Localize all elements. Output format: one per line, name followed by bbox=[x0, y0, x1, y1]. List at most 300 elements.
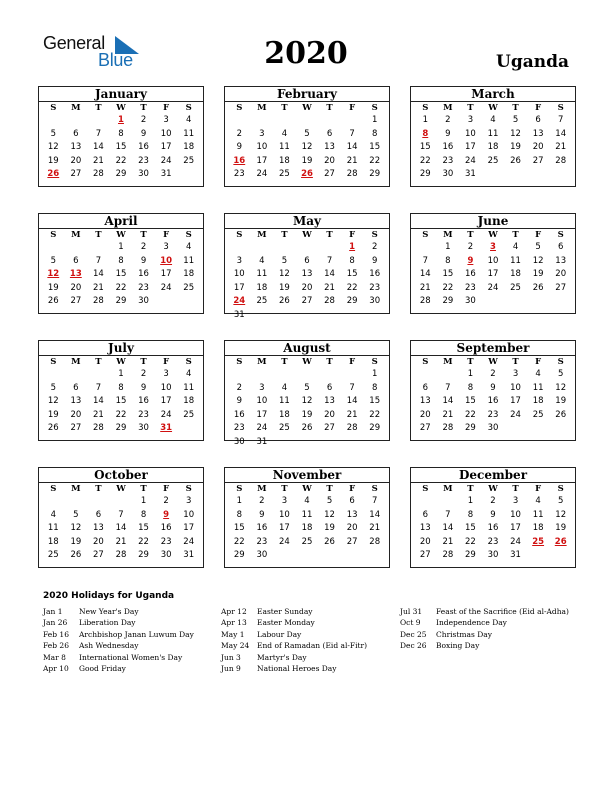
day-cell: 9 bbox=[236, 142, 242, 152]
day-cell: 10 bbox=[487, 255, 499, 266]
day-cell bbox=[65, 114, 88, 128]
day-cell: 22 bbox=[465, 536, 476, 547]
day-cell: 16 bbox=[442, 142, 454, 152]
holiday-date: Jan 1 bbox=[43, 607, 63, 616]
day-cell bbox=[296, 241, 319, 255]
day-cell bbox=[341, 368, 364, 382]
holiday-day: 16 bbox=[233, 155, 246, 166]
day-cell: 23 bbox=[465, 282, 476, 293]
holiday-name: Labour Day bbox=[257, 629, 302, 639]
weekday-label: S bbox=[557, 484, 564, 494]
day-cell: 14 bbox=[346, 396, 358, 406]
day-cell: 18 bbox=[183, 269, 195, 279]
day-cell bbox=[296, 549, 319, 563]
day-cell: 2 bbox=[445, 115, 451, 125]
day-cell bbox=[482, 295, 505, 309]
day-cell: 9 bbox=[490, 382, 496, 393]
day-cell: 7 bbox=[557, 115, 564, 125]
day-cell: 6 bbox=[557, 242, 564, 252]
day-cell: 24 bbox=[465, 155, 476, 166]
day-cell bbox=[437, 368, 460, 382]
month-may bbox=[224, 213, 390, 320]
day-cell bbox=[110, 495, 133, 509]
day-cell: 27 bbox=[70, 169, 82, 179]
day-cell: 27 bbox=[301, 296, 313, 306]
weekday-label: S bbox=[236, 357, 243, 367]
holidays-title: 2020 Holidays for Uganda bbox=[43, 591, 175, 601]
day-cell: 9 bbox=[140, 382, 147, 393]
day-cell bbox=[296, 436, 319, 450]
day-cell: 12 bbox=[279, 269, 290, 279]
weekday-header bbox=[414, 229, 572, 241]
day-cell bbox=[437, 495, 460, 509]
day-cell: 21 bbox=[93, 282, 104, 293]
week-row bbox=[414, 536, 572, 550]
day-cell: 28 bbox=[555, 155, 567, 166]
day-cell: 3 bbox=[163, 242, 169, 252]
day-cell: 25 bbox=[256, 296, 268, 306]
day-cell: 1 bbox=[140, 496, 147, 506]
day-cell: 13 bbox=[419, 523, 431, 533]
weekday-label: T bbox=[281, 103, 288, 113]
day-cell: 2 bbox=[467, 242, 474, 252]
day-cell bbox=[549, 422, 572, 436]
day-cell: 8 bbox=[467, 382, 474, 393]
day-cell: 4 bbox=[259, 255, 265, 266]
week-row bbox=[42, 255, 200, 269]
day-cell bbox=[251, 241, 274, 255]
day-cell: 10 bbox=[160, 128, 172, 139]
day-cell: 13 bbox=[324, 396, 335, 406]
weekday-label: T bbox=[512, 484, 519, 494]
day-cell: 7 bbox=[445, 509, 451, 520]
day-cell: 26 bbox=[510, 155, 521, 166]
day-cell: 16 bbox=[233, 409, 245, 420]
day-cell: 17 bbox=[256, 409, 268, 420]
day-cell: 16 bbox=[487, 523, 499, 533]
holiday-name: Liberation Day bbox=[79, 618, 136, 628]
day-cell: 18 bbox=[183, 396, 195, 406]
day-cell: 1 bbox=[118, 369, 124, 379]
day-cell: 23 bbox=[487, 536, 499, 547]
holiday-item bbox=[221, 663, 367, 674]
weekday-label: S bbox=[185, 103, 192, 113]
day-cell: 15 bbox=[115, 142, 127, 152]
day-cell: 12 bbox=[70, 523, 82, 533]
day-cell: 18 bbox=[487, 142, 499, 152]
day-cell: 17 bbox=[510, 396, 521, 406]
day-cell: 25 bbox=[487, 155, 499, 166]
weekday-label: M bbox=[443, 357, 453, 367]
logo-text-general: General bbox=[43, 33, 105, 53]
day-cell: 27 bbox=[346, 536, 358, 547]
day-cell: 21 bbox=[442, 409, 454, 420]
month-december bbox=[410, 467, 576, 568]
holiday-item bbox=[43, 606, 194, 617]
day-cell: 20 bbox=[70, 409, 82, 420]
day-cell: 31 bbox=[160, 169, 172, 179]
day-cell: 8 bbox=[349, 255, 355, 266]
day-cell bbox=[318, 368, 341, 382]
weekday-label: S bbox=[422, 103, 429, 113]
day-cell bbox=[504, 422, 527, 436]
weekday-label: T bbox=[140, 357, 147, 367]
day-cell bbox=[251, 114, 274, 128]
day-cell: 27 bbox=[70, 423, 82, 433]
weekday-label: W bbox=[116, 484, 126, 494]
day-cell: 3 bbox=[185, 496, 192, 506]
day-cell: 6 bbox=[73, 128, 79, 139]
weekday-header bbox=[228, 483, 386, 495]
weekday-label: M bbox=[257, 357, 267, 367]
day-cell bbox=[87, 241, 110, 255]
day-cell: 31 bbox=[510, 550, 521, 560]
day-cell: 24 bbox=[510, 536, 521, 547]
day-cell: 3 bbox=[281, 496, 288, 506]
day-cell: 21 bbox=[369, 523, 381, 533]
month-august bbox=[224, 340, 390, 447]
day-cell: 31 bbox=[256, 436, 268, 447]
day-cell: 12 bbox=[555, 509, 567, 520]
day-cell: 23 bbox=[138, 282, 149, 293]
day-cell: 21 bbox=[419, 282, 431, 293]
day-cell: 15 bbox=[465, 523, 476, 533]
weekday-label: F bbox=[349, 357, 356, 367]
day-cell: 23 bbox=[487, 409, 499, 420]
week-row bbox=[228, 141, 386, 155]
day-cell bbox=[527, 295, 550, 309]
weekday-label: W bbox=[488, 230, 498, 240]
day-cell: 13 bbox=[301, 269, 313, 279]
day-cell: 7 bbox=[118, 509, 124, 520]
day-cell: 5 bbox=[50, 128, 56, 139]
weekday-label: T bbox=[95, 230, 102, 240]
week-row bbox=[414, 295, 572, 309]
day-cell: 21 bbox=[93, 409, 104, 420]
day-cell: 18 bbox=[510, 269, 521, 279]
weekday-label: S bbox=[371, 484, 378, 494]
day-cell: 13 bbox=[93, 523, 104, 533]
week-row bbox=[228, 114, 386, 128]
day-cell: 28 bbox=[419, 296, 431, 306]
day-cell: 18 bbox=[532, 396, 544, 406]
week-row bbox=[228, 255, 386, 269]
day-cell: 29 bbox=[115, 169, 127, 179]
week-row bbox=[42, 422, 200, 436]
day-cell: 1 bbox=[467, 369, 474, 379]
month-name: May bbox=[225, 214, 389, 229]
day-cell: 7 bbox=[422, 255, 428, 266]
weekday-header bbox=[42, 229, 200, 241]
week-row bbox=[228, 395, 386, 409]
week-row bbox=[42, 382, 200, 396]
day-cell: 9 bbox=[259, 509, 265, 520]
day-cell bbox=[549, 295, 572, 309]
day-cell: 7 bbox=[371, 496, 378, 506]
day-cell bbox=[273, 241, 296, 255]
day-cell: 24 bbox=[510, 409, 521, 420]
weekday-label: S bbox=[422, 230, 429, 240]
day-cell: 20 bbox=[532, 142, 544, 152]
day-cell bbox=[363, 549, 386, 563]
weekday-label: T bbox=[95, 484, 102, 494]
day-cell bbox=[251, 368, 274, 382]
holiday-item bbox=[221, 606, 367, 617]
day-cell bbox=[318, 309, 341, 323]
day-cell: 29 bbox=[115, 296, 127, 306]
day-cell: 30 bbox=[465, 296, 476, 306]
day-cell: 19 bbox=[47, 155, 59, 166]
week-row bbox=[228, 536, 386, 550]
weekday-label: S bbox=[557, 357, 564, 367]
weekday-label: M bbox=[257, 230, 267, 240]
day-cell: 15 bbox=[442, 269, 454, 279]
day-cell: 10 bbox=[160, 382, 172, 393]
day-cell: 4 bbox=[304, 496, 310, 506]
weekday-label: T bbox=[467, 357, 474, 367]
holiday-name: Martyr's Day bbox=[257, 652, 307, 662]
holiday-name: International Women's Day bbox=[79, 652, 183, 662]
day-cell: 10 bbox=[256, 142, 268, 152]
day-cell bbox=[318, 549, 341, 563]
day-cell: 27 bbox=[93, 550, 104, 560]
weekday-label: S bbox=[422, 484, 429, 494]
holiday-date: Apr 12 bbox=[221, 607, 247, 616]
day-cell: 13 bbox=[532, 128, 544, 139]
weekday-label: F bbox=[163, 484, 170, 494]
day-cell: 30 bbox=[487, 550, 499, 560]
week-row bbox=[414, 114, 572, 128]
day-cell: 23 bbox=[138, 155, 149, 166]
weekday-header bbox=[228, 229, 386, 241]
weekday-header bbox=[414, 356, 572, 368]
week-row bbox=[414, 368, 572, 382]
day-cell bbox=[177, 422, 200, 436]
day-cell: 5 bbox=[557, 369, 564, 379]
weekday-label: W bbox=[116, 103, 126, 113]
holiday-day: 26 bbox=[554, 536, 567, 547]
day-cell: 3 bbox=[236, 255, 242, 266]
day-cell: 15 bbox=[369, 396, 381, 406]
holiday-date: Jan 26 bbox=[43, 618, 68, 628]
holiday-date: Jul 31 bbox=[400, 607, 423, 616]
day-cell: 26 bbox=[532, 282, 544, 293]
day-cell: 27 bbox=[419, 423, 431, 433]
day-cell: 7 bbox=[95, 128, 102, 139]
day-cell: 20 bbox=[93, 536, 104, 547]
holiday-item bbox=[221, 617, 367, 628]
weekday-label: T bbox=[467, 230, 474, 240]
week-row bbox=[228, 509, 386, 523]
month-name: September bbox=[411, 341, 575, 356]
day-cell: 6 bbox=[349, 496, 355, 506]
week-row bbox=[228, 382, 386, 396]
day-cell: 28 bbox=[442, 423, 454, 433]
weekday-header bbox=[42, 102, 200, 114]
day-cell: 25 bbox=[510, 282, 521, 293]
day-cell: 2 bbox=[140, 369, 147, 379]
day-cell: 10 bbox=[233, 269, 245, 279]
week-row bbox=[42, 141, 200, 155]
holiday-name: Archbishop Janan Luwum Day bbox=[79, 629, 194, 639]
day-cell: 21 bbox=[346, 409, 358, 420]
day-cell: 29 bbox=[138, 550, 149, 560]
day-cell: 14 bbox=[555, 128, 567, 139]
day-cell: 22 bbox=[233, 536, 245, 547]
week-row bbox=[42, 522, 200, 536]
day-cell: 30 bbox=[256, 550, 268, 560]
holiday-date: Apr 13 bbox=[221, 618, 247, 628]
day-cell: 17 bbox=[233, 282, 245, 293]
day-cell: 17 bbox=[160, 142, 172, 152]
holiday-day: 12 bbox=[47, 269, 60, 279]
week-row bbox=[414, 495, 572, 509]
holiday-item bbox=[43, 663, 194, 674]
day-cell: 8 bbox=[371, 382, 378, 393]
weekday-label: F bbox=[535, 484, 542, 494]
holiday-name: Christmas Day bbox=[436, 629, 492, 639]
day-cell: 17 bbox=[160, 269, 172, 279]
weekday-label: T bbox=[140, 230, 147, 240]
day-cell bbox=[414, 368, 437, 382]
day-cell: 12 bbox=[324, 509, 335, 520]
weekday-label: M bbox=[443, 484, 453, 494]
day-cell bbox=[318, 241, 341, 255]
day-cell: 29 bbox=[233, 550, 245, 560]
day-cell bbox=[341, 114, 364, 128]
weekday-label: S bbox=[557, 230, 564, 240]
day-cell: 13 bbox=[324, 142, 335, 152]
day-cell: 28 bbox=[442, 550, 454, 560]
day-cell: 10 bbox=[510, 509, 521, 520]
day-cell bbox=[318, 114, 341, 128]
day-cell: 17 bbox=[487, 269, 499, 279]
day-cell: 11 bbox=[510, 255, 521, 266]
holiday-date: May 1 bbox=[221, 629, 245, 639]
day-cell: 19 bbox=[279, 282, 290, 293]
day-cell bbox=[527, 549, 550, 563]
day-cell: 3 bbox=[512, 496, 519, 506]
day-cell: 3 bbox=[467, 115, 474, 125]
day-cell: 28 bbox=[93, 169, 104, 179]
day-cell bbox=[42, 241, 65, 255]
day-cell: 19 bbox=[47, 282, 59, 293]
day-cell: 6 bbox=[422, 382, 428, 393]
day-cell: 29 bbox=[419, 169, 431, 179]
day-cell: 22 bbox=[138, 536, 149, 547]
weekday-label: F bbox=[349, 484, 356, 494]
holiday-item bbox=[400, 606, 569, 617]
day-cell: 12 bbox=[301, 396, 313, 406]
day-cell: 9 bbox=[140, 255, 147, 266]
day-cell: 9 bbox=[371, 255, 378, 266]
week-row bbox=[42, 128, 200, 142]
weekday-label: F bbox=[163, 230, 170, 240]
day-cell bbox=[527, 168, 550, 182]
day-cell: 28 bbox=[346, 423, 358, 433]
holiday-column-3 bbox=[400, 606, 569, 652]
week-row bbox=[414, 549, 572, 563]
week-row bbox=[228, 549, 386, 563]
week-row bbox=[228, 168, 386, 182]
day-cell: 7 bbox=[326, 255, 333, 266]
day-cell: 4 bbox=[535, 496, 541, 506]
day-cell: 19 bbox=[555, 523, 567, 533]
day-cell: 30 bbox=[138, 423, 149, 433]
day-cell: 23 bbox=[442, 155, 454, 166]
day-cell: 14 bbox=[93, 142, 104, 152]
weekday-label: T bbox=[281, 484, 288, 494]
day-cell: 25 bbox=[279, 423, 290, 433]
day-cell: 16 bbox=[369, 269, 381, 279]
day-cell: 29 bbox=[369, 423, 381, 433]
day-cell: 15 bbox=[138, 523, 149, 533]
weekday-label: T bbox=[467, 103, 474, 113]
day-cell: 30 bbox=[138, 169, 149, 179]
week-row bbox=[414, 422, 572, 436]
week-row bbox=[414, 509, 572, 523]
weekday-label: W bbox=[488, 484, 498, 494]
weekday-label: F bbox=[163, 103, 170, 113]
day-cell bbox=[414, 495, 437, 509]
day-cell: 29 bbox=[115, 423, 127, 433]
day-cell: 16 bbox=[138, 142, 149, 152]
day-cell: 2 bbox=[140, 115, 147, 125]
holiday-day: 9 bbox=[467, 255, 474, 266]
day-cell: 19 bbox=[47, 409, 59, 420]
day-cell bbox=[65, 368, 88, 382]
day-cell bbox=[318, 436, 341, 450]
weekday-label: S bbox=[185, 230, 192, 240]
day-cell: 4 bbox=[490, 115, 496, 125]
day-cell: 19 bbox=[301, 409, 313, 420]
weekday-header bbox=[42, 483, 200, 495]
weekday-label: M bbox=[443, 230, 453, 240]
holiday-name: Easter Sunday bbox=[257, 607, 313, 616]
holiday-date: Oct 9 bbox=[400, 618, 421, 628]
holiday-date: Feb 16 bbox=[43, 629, 69, 639]
day-cell: 24 bbox=[160, 409, 172, 420]
weekday-label: F bbox=[535, 230, 542, 240]
day-cell: 11 bbox=[47, 523, 59, 533]
day-cell: 14 bbox=[442, 523, 454, 533]
weekday-label: T bbox=[140, 103, 147, 113]
day-cell: 22 bbox=[442, 282, 454, 293]
day-cell: 15 bbox=[465, 396, 476, 406]
weekday-label: S bbox=[50, 103, 57, 113]
day-cell: 15 bbox=[369, 142, 381, 152]
day-cell bbox=[87, 495, 110, 509]
day-cell: 4 bbox=[185, 115, 192, 125]
day-cell bbox=[177, 295, 200, 309]
day-cell: 9 bbox=[236, 396, 242, 406]
day-cell: 24 bbox=[487, 282, 499, 293]
day-cell bbox=[341, 309, 364, 323]
day-cell: 10 bbox=[510, 382, 521, 393]
day-cell: 22 bbox=[465, 409, 476, 420]
month-february bbox=[224, 86, 390, 187]
day-cell: 10 bbox=[465, 128, 476, 139]
day-cell: 21 bbox=[324, 282, 335, 293]
day-cell: 6 bbox=[422, 509, 428, 520]
week-row bbox=[228, 368, 386, 382]
day-cell: 4 bbox=[281, 382, 288, 393]
month-january bbox=[38, 86, 204, 187]
day-cell bbox=[228, 114, 251, 128]
day-cell: 3 bbox=[259, 382, 265, 393]
day-cell: 25 bbox=[183, 155, 195, 166]
day-cell bbox=[177, 168, 200, 182]
